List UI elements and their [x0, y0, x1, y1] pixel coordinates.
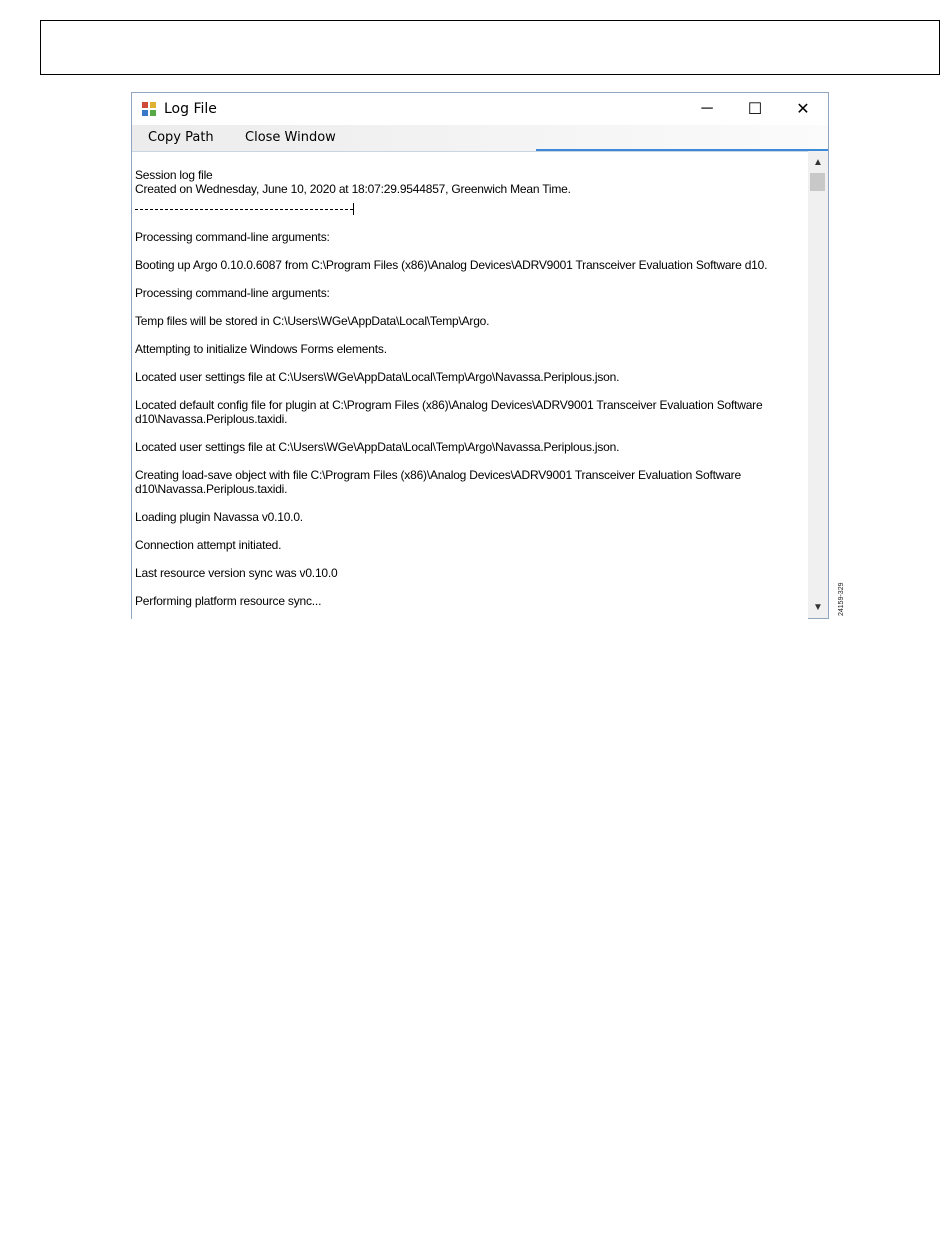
log-entry: Temp files will be stored in C:\Users\WGe\AppData\Local\Temp\Argo. — [135, 314, 490, 328]
close-icon: ✕ — [796, 101, 810, 118]
minimize-button[interactable] — [684, 93, 730, 125]
maximize-button[interactable] — [732, 93, 778, 125]
log-header-line: Created on Wednesday, June 10, 2020 at 18:07:29.9544857, Greenwich Mean Time. — [135, 182, 571, 196]
log-text-area[interactable] — [132, 151, 808, 619]
menu-bar — [132, 125, 828, 151]
separator-dashes — [135, 209, 353, 210]
maximize-icon: ☐ — [747, 101, 763, 118]
log-entry: Last resource version sync was v0.10.0 — [135, 566, 338, 580]
vertical-scrollbar[interactable] — [808, 151, 828, 618]
log-entry: Processing command-line arguments: — [135, 230, 330, 244]
log-entry: Located user settings file at C:\Users\WGe\AppData\Local\Temp\Argo\Navassa.Periplous.json. — [135, 370, 620, 384]
close-window-menu-item[interactable]: Close Window — [245, 130, 336, 145]
scroll-down-button[interactable] — [808, 598, 828, 616]
log-separator — [135, 202, 805, 216]
log-content — [135, 168, 805, 608]
log-entry: Connection attempt initiated. — [135, 538, 282, 552]
copy-path-menu-item[interactable]: Copy Path — [148, 130, 214, 145]
log-entry: Creating load-save object with file C:\Program Files (x86)\Analog Devices\ADRV9001 Transceiver Evaluation Software d10\Navassa.Periplous.taxidi. — [135, 468, 745, 496]
chevron-down-icon: ▼ — [813, 601, 823, 613]
log-entry: Processing command-line arguments: — [135, 286, 330, 300]
title-bar[interactable] — [132, 93, 828, 125]
text-cursor — [353, 203, 354, 215]
minimize-icon: ─ — [701, 100, 713, 117]
log-entry: Attempting to initialize Windows Forms elements. — [135, 342, 387, 356]
log-entry: Loading plugin Navassa v0.10.0. — [135, 510, 303, 524]
log-entry: Performing platform resource sync... — [135, 594, 322, 608]
page-header-box — [40, 20, 940, 75]
scroll-thumb[interactable] — [810, 173, 825, 191]
scroll-up-button[interactable] — [808, 153, 828, 171]
log-header-line: Session log file — [135, 168, 213, 182]
app-icon — [141, 101, 157, 117]
window-title: Log File — [164, 101, 217, 117]
log-file-window — [131, 92, 829, 619]
log-entry: Located default config file for plugin at C:\Program Files (x86)\Analog Devices\ADRV9001 Transceiver Evaluation Software d10\Navassa.Periplous.taxidi. — [135, 398, 766, 426]
log-entry: Located user settings file at C:\Users\WGe\AppData\Local\Temp\Argo\Navassa.Periplous.json. — [135, 440, 620, 454]
log-entry: Booting up Argo 0.10.0.6087 from C:\Program Files (x86)\Analog Devices\ADRV9001 Transceiver Evaluation Software d10. — [135, 258, 768, 272]
close-button[interactable] — [780, 93, 826, 125]
figure-code: 24159-329 — [838, 582, 845, 616]
chevron-up-icon: ▲ — [813, 156, 823, 168]
